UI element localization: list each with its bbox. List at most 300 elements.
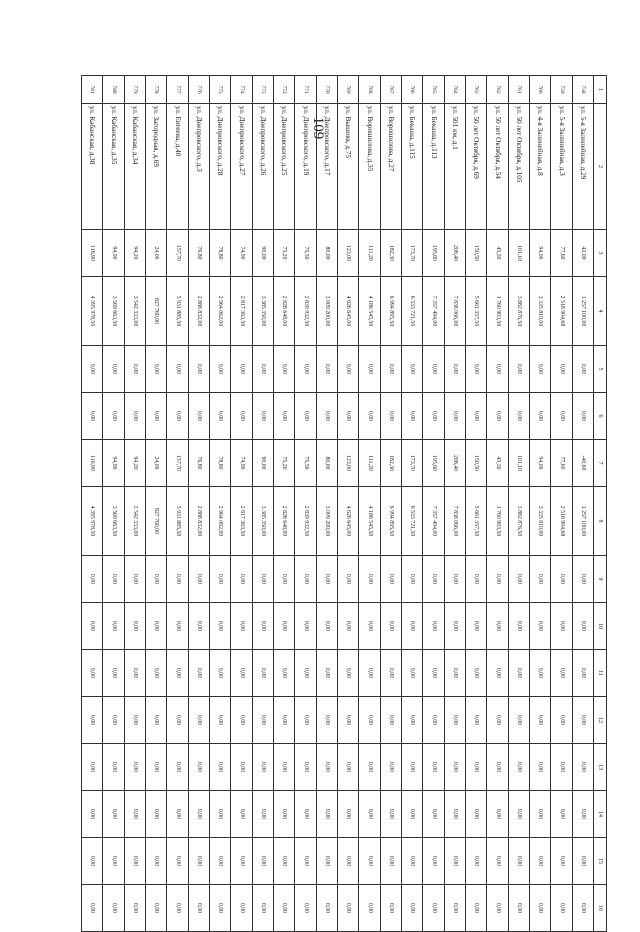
value-cell: 1 257 100,00 [572, 277, 593, 346]
value-cell: 0,00 [380, 885, 401, 932]
value-cell: 4 626 645,00 [338, 487, 359, 556]
value-cell: 0,00 [82, 603, 103, 650]
table-row [508, 76, 529, 932]
value-cell: 0,00 [402, 697, 423, 744]
value-cell: 80,00 [316, 230, 337, 277]
table-row [210, 76, 231, 932]
value-cell: 78,80 [210, 440, 231, 487]
value-cell: 0,00 [103, 393, 124, 440]
column-header: 7 [594, 440, 607, 487]
value-cell: 0,00 [210, 838, 231, 885]
value-cell: 4 395 978,50 [82, 487, 103, 556]
value-cell: 0,00 [444, 885, 465, 932]
value-cell: 0,00 [295, 650, 316, 697]
value-cell: 0,00 [231, 697, 252, 744]
value-cell: 0,00 [82, 838, 103, 885]
value-cell: 0,00 [572, 346, 593, 393]
value-cell: 0,00 [530, 556, 551, 603]
row-number-cell: 770 [316, 76, 337, 104]
value-cell: 0,00 [359, 791, 380, 838]
value-cell: 7 838 066,00 [444, 487, 465, 556]
value-cell: 111,20 [359, 440, 380, 487]
table-row [380, 76, 401, 932]
value-cell: 0,00 [146, 838, 167, 885]
value-cell: 0,00 [231, 346, 252, 393]
value-cell: 0,00 [124, 697, 145, 744]
data-table [81, 75, 607, 932]
column-header: 8 [594, 487, 607, 556]
value-cell: 2 839 932,50 [295, 487, 316, 556]
value-cell: 0,00 [551, 697, 572, 744]
row-number-cell: 759 [551, 76, 572, 104]
value-cell: 0,00 [146, 697, 167, 744]
value-cell: 2 888 832,00 [188, 487, 209, 556]
column-header: 13 [594, 744, 607, 791]
value-cell: 0,00 [402, 885, 423, 932]
column-header: 15 [594, 838, 607, 885]
value-cell: 80,00 [316, 440, 337, 487]
value-cell: 0,00 [572, 791, 593, 838]
value-cell: 0,00 [124, 744, 145, 791]
value-cell: -40,60 [572, 440, 593, 487]
value-cell: 0,00 [487, 393, 508, 440]
value-cell: 0,00 [359, 346, 380, 393]
value-cell: 0,00 [338, 791, 359, 838]
value-cell: 0,00 [146, 650, 167, 697]
address-cell: ул. Днепровского, д.28 [210, 104, 231, 230]
value-cell: 0,00 [487, 744, 508, 791]
value-cell: 94,90 [103, 440, 124, 487]
value-cell: 6 533 721,50 [402, 487, 423, 556]
address-cell: ул. 4-я Залинейная, д.8 [530, 104, 551, 230]
value-cell: 0,00 [295, 838, 316, 885]
value-cell: 75,50 [295, 230, 316, 277]
row-number-cell: 762 [487, 76, 508, 104]
value-cell: 0,00 [82, 697, 103, 744]
value-cell: 0,00 [380, 791, 401, 838]
column-header: 9 [594, 556, 607, 603]
value-cell: 173,70 [402, 440, 423, 487]
table-row [551, 76, 572, 932]
value-cell: 123,00 [338, 440, 359, 487]
table-row [402, 76, 423, 932]
value-cell: 0,00 [551, 346, 572, 393]
table-row [103, 76, 124, 932]
value-cell: 157,70 [167, 230, 188, 277]
value-cell: 195,60 [423, 230, 444, 277]
value-cell: 74,90 [231, 230, 252, 277]
value-cell: 0,00 [124, 603, 145, 650]
value-cell: 0,00 [508, 556, 529, 603]
address-cell: ул. Кабанская, д.38 [82, 104, 103, 230]
value-cell: 0,00 [210, 885, 231, 932]
address-cell: ул. Бекаша, д.113 [423, 104, 444, 230]
value-cell: 0,00 [487, 346, 508, 393]
value-cell: 0,00 [530, 838, 551, 885]
value-cell: 2 518 904,68 [551, 487, 572, 556]
value-cell: 0,00 [487, 603, 508, 650]
address-cell: ул. Днепровского, д.19 [295, 104, 316, 230]
value-cell: 3 882 876,50 [508, 277, 529, 346]
value-cell: 0,00 [444, 697, 465, 744]
value-cell: 0,00 [508, 697, 529, 744]
value-cell: 0,00 [423, 885, 444, 932]
value-cell: 0,00 [508, 744, 529, 791]
row-number-cell: 766 [402, 76, 423, 104]
value-cell: 5 931 885,50 [167, 487, 188, 556]
value-cell: 3 882 876,50 [508, 487, 529, 556]
address-cell: ул. Вышова, д.75 [338, 104, 359, 230]
value-cell: 0,00 [316, 744, 337, 791]
value-cell: 0,00 [146, 393, 167, 440]
value-cell: 0,00 [508, 346, 529, 393]
value-cell: 7 357 494,00 [423, 487, 444, 556]
value-cell: 0,00 [188, 744, 209, 791]
value-cell: 0,00 [295, 556, 316, 603]
value-cell: 0,00 [530, 744, 551, 791]
value-cell: 0,00 [252, 393, 273, 440]
value-cell: 0,00 [338, 346, 359, 393]
value-cell: 94,00 [530, 230, 551, 277]
value-cell: 0,00 [167, 603, 188, 650]
value-cell: 0,00 [359, 744, 380, 791]
address-cell: ул. Кабанская, д.35 [103, 104, 124, 230]
value-cell: 0,00 [295, 346, 316, 393]
value-cell: 77,60 [551, 230, 572, 277]
column-header: 5 [594, 346, 607, 393]
table-body [82, 76, 594, 932]
column-header: 14 [594, 791, 607, 838]
value-cell: 0,00 [252, 838, 273, 885]
value-cell: 0,00 [274, 556, 295, 603]
value-cell: 2 964 062,00 [210, 487, 231, 556]
value-cell: 0,00 [423, 650, 444, 697]
value-cell: 0,00 [380, 650, 401, 697]
value-cell: 0,00 [338, 556, 359, 603]
value-cell: 116,90 [82, 230, 103, 277]
value-cell: 0,00 [82, 885, 103, 932]
value-cell: 0,00 [402, 650, 423, 697]
value-cell: 0,00 [124, 838, 145, 885]
table-row [338, 76, 359, 932]
value-cell: 0,00 [167, 791, 188, 838]
value-cell: 0,00 [466, 556, 487, 603]
value-cell: 0,00 [338, 838, 359, 885]
value-cell: 0,00 [316, 346, 337, 393]
page-number: 109 [310, 116, 326, 140]
value-cell: 0,00 [295, 791, 316, 838]
value-cell: 3 385 350,00 [252, 277, 273, 346]
value-cell: 0,00 [487, 885, 508, 932]
value-cell: 0,00 [167, 838, 188, 885]
value-cell: 6 994 895,50 [380, 487, 401, 556]
value-cell: 5 661 357,50 [466, 277, 487, 346]
value-cell: 0,00 [103, 697, 124, 744]
value-cell: 4 626 645,00 [338, 277, 359, 346]
value-cell: 0,00 [338, 744, 359, 791]
value-cell: 90,00 [252, 230, 273, 277]
row-number-cell: 761 [508, 76, 529, 104]
row-number-cell: 764 [444, 76, 465, 104]
value-cell: 0,00 [487, 650, 508, 697]
value-cell: 827 760,00 [146, 277, 167, 346]
value-cell: 0,00 [444, 650, 465, 697]
value-cell: 6 994 895,50 [380, 277, 401, 346]
value-cell: 0,00 [146, 556, 167, 603]
column-header: 10 [594, 603, 607, 650]
value-cell: 0,00 [380, 346, 401, 393]
value-cell: 116,90 [82, 440, 103, 487]
value-cell: 0,00 [572, 744, 593, 791]
value-cell: 94,20 [124, 440, 145, 487]
value-cell: 195,60 [423, 440, 444, 487]
value-cell: 0,00 [530, 346, 551, 393]
value-cell: 0,00 [508, 838, 529, 885]
value-cell: 0,00 [359, 885, 380, 932]
value-cell: 78,80 [210, 230, 231, 277]
address-cell: ул. 5-я Залинейная, д.29 [572, 104, 593, 230]
value-cell: 75,20 [274, 440, 295, 487]
row-number-cell: 773 [252, 76, 273, 104]
value-cell: 0,00 [167, 346, 188, 393]
value-cell: 0,00 [231, 838, 252, 885]
value-cell: 0,00 [487, 556, 508, 603]
value-cell: 0,00 [188, 791, 209, 838]
value-cell: 0,00 [508, 885, 529, 932]
value-cell: 2 888 832,00 [188, 277, 209, 346]
table-row [295, 76, 316, 932]
value-cell: 101,10 [508, 440, 529, 487]
value-cell: 0,00 [82, 650, 103, 697]
address-cell: ул. Загородная, д.69 [146, 104, 167, 230]
row-number-cell: 760 [530, 76, 551, 104]
table-row [231, 76, 252, 932]
value-cell: 3 542 333,00 [124, 277, 145, 346]
value-cell: 1 760 903,50 [487, 487, 508, 556]
value-cell: 0,00 [551, 393, 572, 440]
value-cell: 24,00 [146, 440, 167, 487]
row-number-cell: 769 [338, 76, 359, 104]
value-cell: 0,00 [231, 744, 252, 791]
value-cell: 0,00 [210, 791, 231, 838]
table-row [359, 76, 380, 932]
address-cell: ул. Кабанская, д.34 [124, 104, 145, 230]
value-cell: 0,00 [252, 697, 273, 744]
column-header: 12 [594, 697, 607, 744]
value-cell: 0,00 [444, 838, 465, 885]
value-cell: 3 009 200,00 [316, 277, 337, 346]
value-cell: 94,90 [103, 230, 124, 277]
value-cell: 0,00 [338, 885, 359, 932]
value-cell: 2 839 932,50 [295, 277, 316, 346]
value-cell: 0,00 [252, 791, 273, 838]
value-cell: 0,00 [188, 556, 209, 603]
value-cell: 0,00 [82, 556, 103, 603]
value-cell: 0,00 [530, 885, 551, 932]
value-cell: 0,00 [423, 393, 444, 440]
table-row [146, 76, 167, 932]
value-cell: 0,00 [146, 791, 167, 838]
value-cell: 2 817 363,50 [231, 277, 252, 346]
table-row [530, 76, 551, 932]
table-row [572, 76, 593, 932]
value-cell: 24,00 [146, 230, 167, 277]
value-cell: 0,00 [252, 744, 273, 791]
value-cell: 0,00 [252, 885, 273, 932]
value-cell: 0,00 [188, 393, 209, 440]
value-cell: 2 828 648,00 [274, 277, 295, 346]
value-cell: 0,00 [82, 346, 103, 393]
row-number-cell: 758 [572, 76, 593, 104]
value-cell: 0,00 [551, 838, 572, 885]
column-header: 1 [594, 76, 607, 104]
value-cell: 0,00 [423, 791, 444, 838]
row-number-cell: 768 [359, 76, 380, 104]
value-cell: 0,00 [231, 393, 252, 440]
value-cell: 0,00 [444, 791, 465, 838]
value-cell: 0,00 [124, 393, 145, 440]
value-cell: 0,00 [274, 744, 295, 791]
value-cell: 0,00 [466, 650, 487, 697]
column-header: 11 [594, 650, 607, 697]
value-cell: 0,00 [551, 556, 572, 603]
value-cell: 0,00 [252, 556, 273, 603]
value-cell: 2 817 363,50 [231, 487, 252, 556]
value-cell: 0,00 [572, 885, 593, 932]
address-cell: ул. 50 лет Октября, д.105 [508, 104, 529, 230]
value-cell: 182,30 [380, 440, 401, 487]
value-cell: 0,00 [444, 744, 465, 791]
value-cell: 150,50 [466, 440, 487, 487]
value-cell: 0,00 [167, 650, 188, 697]
value-cell: 0,00 [103, 346, 124, 393]
value-cell: 0,00 [210, 650, 231, 697]
address-cell: ул. Днепровского, д.17 [316, 104, 337, 230]
column-header: 3 [594, 230, 607, 277]
value-cell: 0,00 [530, 650, 551, 697]
rotated-table-layer [81, 75, 607, 914]
value-cell: 0,00 [508, 650, 529, 697]
value-cell: 0,00 [380, 603, 401, 650]
value-cell: 0,00 [338, 650, 359, 697]
value-cell: 42,00 [572, 230, 593, 277]
table-row [487, 76, 508, 932]
value-cell: 0,00 [274, 650, 295, 697]
column-header: 2 [594, 104, 607, 230]
value-cell: 3 569 663,50 [103, 487, 124, 556]
value-cell: 0,00 [487, 838, 508, 885]
value-cell: 0,00 [231, 556, 252, 603]
value-cell: 0,00 [530, 603, 551, 650]
value-cell: 0,00 [338, 697, 359, 744]
value-cell: 0,00 [210, 556, 231, 603]
value-cell: 0,00 [402, 744, 423, 791]
value-cell: 0,00 [359, 697, 380, 744]
value-cell: 0,00 [316, 393, 337, 440]
value-cell: 0,00 [423, 556, 444, 603]
value-cell: 182,30 [380, 230, 401, 277]
value-cell: 2 964 062,00 [210, 277, 231, 346]
value-cell: 1 257 100,00 [572, 487, 593, 556]
row-number-cell: 775 [210, 76, 231, 104]
value-cell: 0,00 [274, 603, 295, 650]
value-cell: 0,00 [423, 346, 444, 393]
value-cell: 0,00 [572, 838, 593, 885]
value-cell: 0,00 [402, 556, 423, 603]
value-cell: 0,00 [103, 885, 124, 932]
value-cell: 0,00 [82, 393, 103, 440]
value-cell: 0,00 [274, 393, 295, 440]
value-cell: 0,00 [188, 885, 209, 932]
value-cell: 0,00 [487, 697, 508, 744]
value-cell: 0,00 [380, 838, 401, 885]
value-cell: 0,00 [231, 650, 252, 697]
value-cell: 0,00 [466, 603, 487, 650]
value-cell: 208,40 [444, 440, 465, 487]
table-row [316, 76, 337, 932]
value-cell: 173,70 [402, 230, 423, 277]
value-cell: 0,00 [551, 603, 572, 650]
row-number-cell: 763 [466, 76, 487, 104]
address-cell: ул. Евтеева, д.40 [167, 104, 188, 230]
row-number-cell: 778 [146, 76, 167, 104]
value-cell: 0,00 [423, 838, 444, 885]
value-cell: 123,00 [338, 230, 359, 277]
value-cell: 6 533 721,50 [402, 277, 423, 346]
value-cell: 45,30 [487, 440, 508, 487]
value-cell: 0,00 [572, 697, 593, 744]
value-cell: 7 838 066,00 [444, 277, 465, 346]
value-cell: 0,00 [252, 650, 273, 697]
table-row [252, 76, 273, 932]
value-cell: 0,00 [167, 556, 188, 603]
value-cell: 0,00 [167, 744, 188, 791]
address-cell: ул. Днепровского, д.25 [274, 104, 295, 230]
table-container [81, 75, 607, 914]
value-cell: 0,00 [210, 744, 231, 791]
value-cell: 0,00 [316, 556, 337, 603]
value-cell: 0,00 [274, 838, 295, 885]
value-cell: 0,00 [466, 697, 487, 744]
value-cell: 0,00 [316, 791, 337, 838]
value-cell: 0,00 [402, 838, 423, 885]
value-cell: 0,00 [188, 838, 209, 885]
value-cell: 0,00 [508, 791, 529, 838]
value-cell: 0,00 [252, 603, 273, 650]
row-number-cell: 774 [231, 76, 252, 104]
value-cell: 0,00 [316, 697, 337, 744]
value-cell: 0,00 [380, 393, 401, 440]
value-cell: 77,60 [551, 440, 572, 487]
value-cell: 4 186 545,50 [359, 277, 380, 346]
address-cell: ул. Днепровского, д.26 [252, 104, 273, 230]
value-cell: 0,00 [252, 346, 273, 393]
value-cell: 0,00 [124, 556, 145, 603]
value-cell: 0,00 [124, 346, 145, 393]
value-cell: 0,00 [572, 393, 593, 440]
value-cell: 3 009 200,00 [316, 487, 337, 556]
value-cell: 0,00 [551, 791, 572, 838]
value-cell: 3 335 810,00 [530, 277, 551, 346]
value-cell: 0,00 [295, 603, 316, 650]
value-cell: 0,00 [274, 885, 295, 932]
value-cell: 3 335 810,00 [530, 487, 551, 556]
value-cell: 94,20 [124, 230, 145, 277]
value-cell: 0,00 [551, 744, 572, 791]
column-header: 6 [594, 393, 607, 440]
value-cell: 0,00 [274, 791, 295, 838]
value-cell: 75,20 [274, 230, 295, 277]
